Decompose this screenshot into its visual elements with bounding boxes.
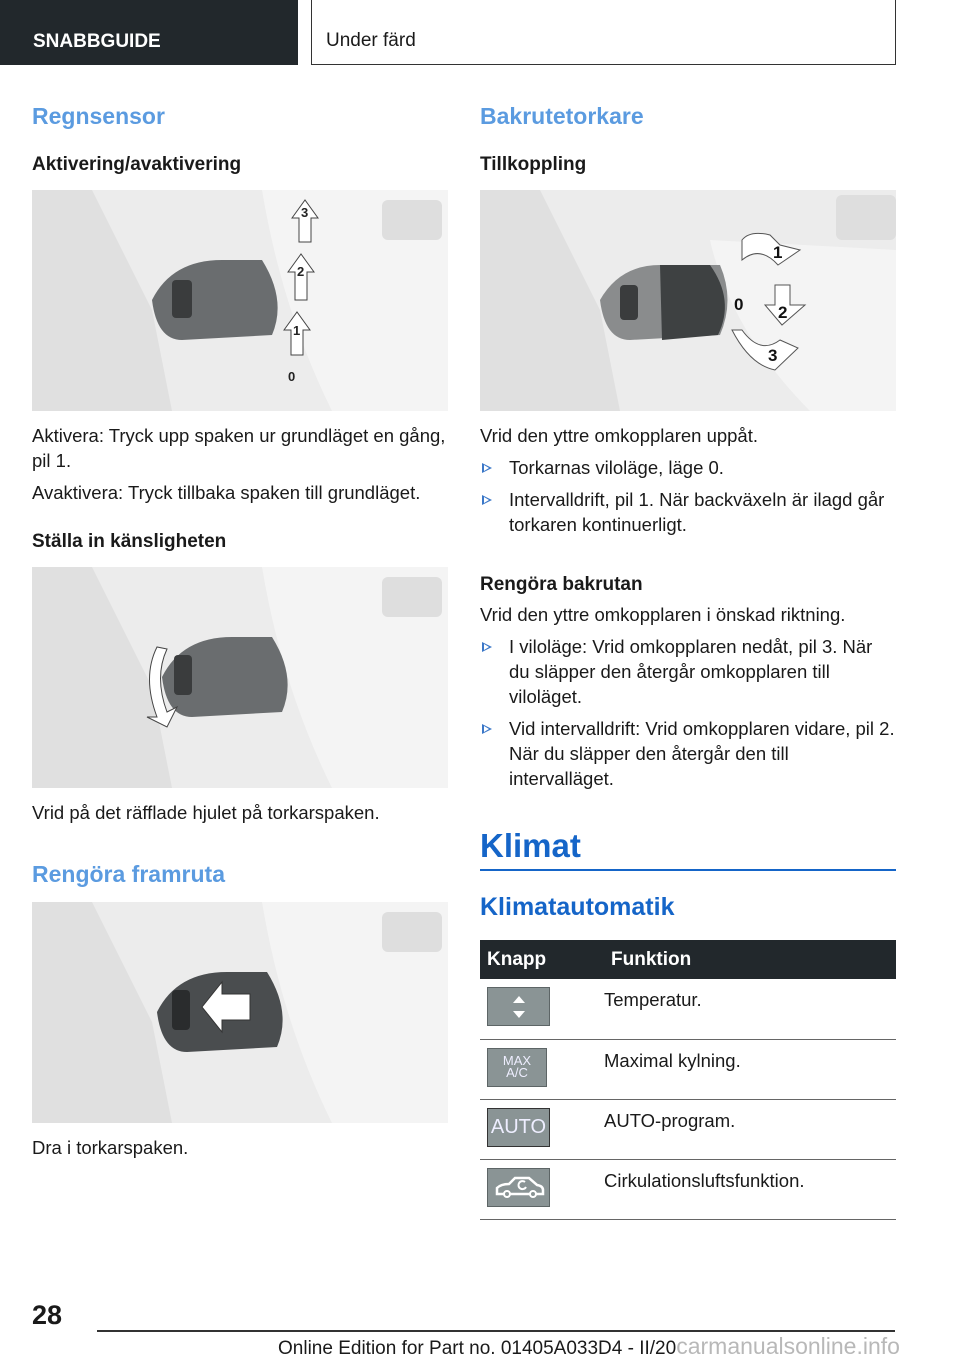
svg-text:3: 3 xyxy=(301,205,309,220)
text-deactivate: Avaktivera: Tryck tillbaka spaken till grundläget. xyxy=(32,482,421,503)
rear-wiper-illustration xyxy=(480,190,896,411)
sensitivity-illustration xyxy=(32,567,448,788)
list-item: I viloläge: Vrid omkopplaren nedåt, pil 3. När du släpper den återgår omkopplaren till viloläget. xyxy=(480,634,896,709)
rain-sensor-illustration xyxy=(32,190,448,411)
function-cell: AUTO-program. xyxy=(604,1099,896,1159)
heading-klimat: Klimat xyxy=(480,827,896,871)
front-wash-illustration xyxy=(32,902,448,1123)
table-row xyxy=(480,1159,896,1219)
text-clean-rear: Vrid den yttre omkopplaren i önskad riktning. xyxy=(480,604,846,625)
max-ac-icon: MAX A/C xyxy=(487,1048,547,1087)
edition-text: Online Edition for Part no. 01405A033D4 - II/20 xyxy=(278,1338,677,1359)
svg-text:3: 3 xyxy=(768,346,778,365)
function-cell: Temperatur. xyxy=(604,979,896,1039)
chapter-title: Under färd xyxy=(311,0,896,65)
footer-edition xyxy=(278,1333,900,1360)
heading-front-wash: Rengöra framruta xyxy=(32,861,225,887)
bullet-list-cleaning xyxy=(480,634,896,791)
svg-text:1: 1 xyxy=(293,323,301,338)
list-item: Vid intervalldrift: Vrid omkopplaren vidare, pil 2. När du släpper den återgår den till intervalläget. xyxy=(480,716,896,791)
subheading-switch-on: Tillkoppling xyxy=(480,154,587,175)
table-row xyxy=(480,979,896,1039)
text-turn-up: Vrid den yttre omkopplaren uppåt. xyxy=(480,425,759,446)
svg-text:0: 0 xyxy=(734,295,744,314)
text-activate: Aktivera: Tryck upp spaken ur grundläget en gång, pil 1. xyxy=(32,425,446,471)
heading-climate-auto: Klimatautomatik xyxy=(480,893,675,921)
list-item: Torkarnas viloläge, läge 0. xyxy=(480,455,896,480)
watermark: carmanualsonline.info xyxy=(676,1333,900,1359)
heading-rear-wiper: Bakrutetorkare xyxy=(480,103,644,129)
temperature-arrows-icon xyxy=(487,987,550,1026)
svg-text:1: 1 xyxy=(773,243,783,262)
subheading-clean-rear: Rengöra bakrutan xyxy=(480,574,643,595)
recirculation-icon xyxy=(487,1168,550,1207)
svg-text:2: 2 xyxy=(297,264,305,279)
left-column xyxy=(32,100,448,1160)
function-cell: Cirkulationsluftsfunktion. xyxy=(604,1159,896,1219)
right-column xyxy=(480,100,896,1220)
list-item: Intervalldrift, pil 1. När backväxeln är ilagd går torkaren kontinuerligt. xyxy=(480,487,896,537)
column-header-function: Funktion xyxy=(604,940,896,979)
subheading-sensitivity: Ställa in känsligheten xyxy=(32,531,227,552)
text-front-wash: Dra i torkarspaken. xyxy=(32,1137,189,1158)
subheading-activation: Aktivering/avaktivering xyxy=(32,154,242,175)
column-header-button: Knapp xyxy=(480,940,604,979)
text-sensitivity: Vrid på det räfflade hjulet på torkarspaken. xyxy=(32,802,380,823)
bullet-list-positions xyxy=(480,455,896,537)
footer-divider xyxy=(97,1330,895,1332)
climate-buttons-table xyxy=(480,940,896,1220)
auto-icon: AUTO xyxy=(487,1108,550,1147)
table-row xyxy=(480,1039,896,1099)
function-cell: Maximal kylning. xyxy=(604,1039,896,1099)
heading-regnsensor: Regnsensor xyxy=(32,103,165,129)
page-number: 28 xyxy=(32,1300,63,1330)
svg-text:0: 0 xyxy=(288,369,296,384)
svg-text:2: 2 xyxy=(778,303,788,322)
section-tab: SNABBGUIDE xyxy=(0,0,298,65)
table-row xyxy=(480,1099,896,1159)
